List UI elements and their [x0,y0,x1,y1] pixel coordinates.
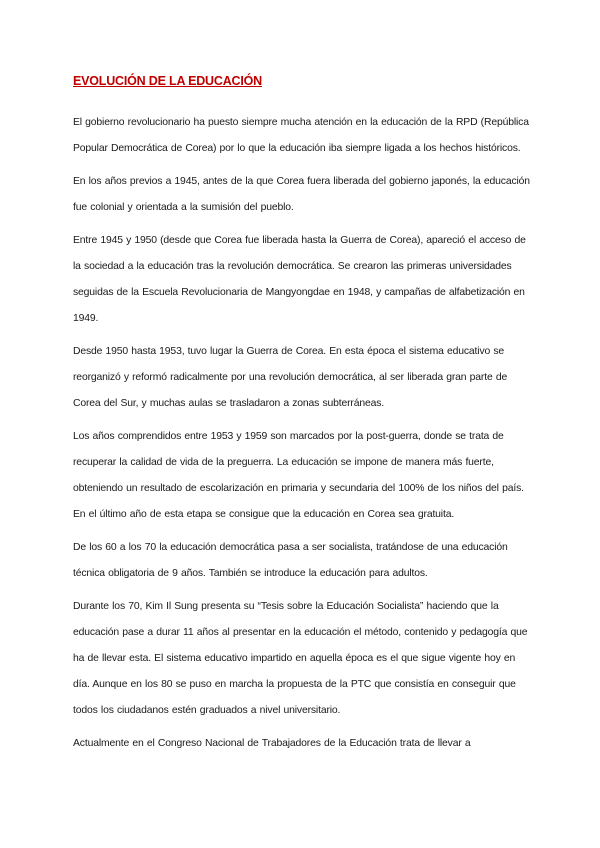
paragraph-60s-70s: De los 60 a los 70 la educación democrática pasa a ser socialista, tratándose de una educación técnica obligatoria de 9 años. También se introduce la educación para adultos. [73,542,508,579]
paragraph-current: Actualmente en el Congreso Nacional de Trabajadores de la Educación trata de llevar a [73,738,471,749]
paragraph-70s: Durante los 70, Kim Il Sung presenta su “Tesis sobre la Educación Socialista” haciendo que la educación pase a durar 11 años al presentar en la educación el método, contenido y pedagogía que ha de llevar esta. El sistema educativo impartido en aquella época es el que sigue vigente hoy en día. Aunque en los 80 se puso en marcha la propuesta de la PTC que consistía en conseguir que todos los ciudadanos estén graduados a nivel universitario. [73,601,528,716]
paragraph-1953-1959: Los años comprendidos entre 1953 y 1959 son marcados por la post-guerra, donde se trata de recuperar la calidad de vida de la preguerra. La educación se impone de manera más fuerte, obteniendo un resultado de escolarización en primaria y secundaria del 100% de los niños del país. En el último año de esta etapa se consigue que la educación en Corea sea gratuita. [73,431,524,520]
paragraph-1950-1953: Desde 1950 hasta 1953, tuvo lugar la Guerra de Corea. En esta época el sistema educativo se reorganizó y reformó radicalmente por una revolución democrática, al ser liberada gran parte de Corea del Sur, y muchas aulas se trasladaron a zonas subterráneas. [73,346,508,409]
document-title: EVOLUCIÓN DE LA EDUCACIÓN [73,74,262,88]
paragraph-1945-1950: Entre 1945 y 1950 (desde que Corea fue liberada hasta la Guerra de Corea), apareció el acceso de la sociedad a la educación tras la revolución democrática. Se crearon las primeras universidades seguidas de la Escuela Revolucionaria de Mangyongdae en 1948, y campañas de alfabetización en 1949. [73,235,526,324]
paragraph-pre-1945: En los años previos a 1945, antes de la que Corea fuera liberada del gobierno japonés, la educación fue colonial y orientada a la sumisión del pueblo. [73,176,530,213]
document-body [73,72,533,764]
paragraph-intro: El gobierno revolucionario ha puesto siempre mucha atención en la educación de la RPD (República Popular Democrática de Corea) por lo que la educación iba siempre ligada a los hechos históricos. [73,117,529,154]
